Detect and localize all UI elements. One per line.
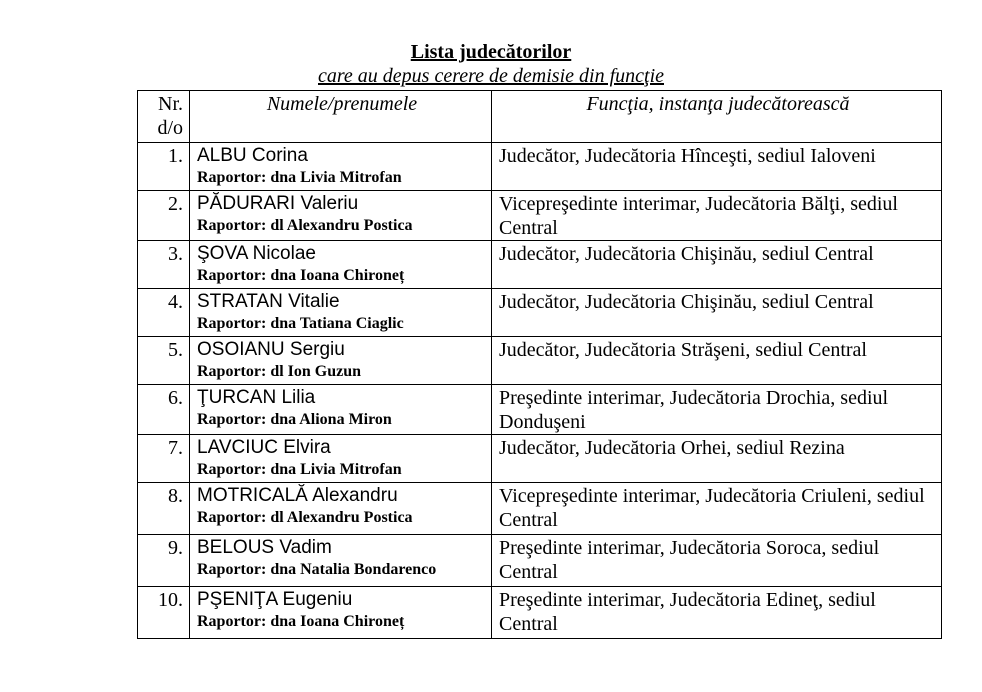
row-number: 9. [138,535,190,587]
judge-function: Judecător, Judecătoria Străşeni, sediul Central [499,339,867,361]
row-function-cell [492,587,942,639]
judge-name: PŞENIŢA Eugeniu [197,589,353,610]
table-row [138,385,942,435]
table-header-row [138,91,942,143]
rapporteur: Raportor: dna Ioana Chironeț [197,267,405,284]
judge-function: Vicepreşedinte interimar, Judecătoria Criuleni, sediul Central [499,485,925,531]
row-function-cell [492,337,942,385]
row-number: 5. [138,337,190,385]
row-name-cell [190,289,492,337]
judge-name: ŞOVA Nicolae [197,243,316,264]
row-number: 2. [138,191,190,241]
judge-name: ALBU Corina [197,145,308,166]
row-name-cell [190,241,492,289]
row-function-cell [492,241,942,289]
row-name-cell [190,385,492,435]
judge-function: Vicepreşedinte interimar, Judecătoria Bălţi, sediul Central [499,193,898,239]
row-number: 7. [138,435,190,483]
rapporteur: Raportor: dna Aliona Miron [197,411,392,428]
judge-function: Preşedinte interimar, Judecătoria Edineţ, sediul Central [499,589,876,635]
document-title: Lista judecătorilor [410,41,572,63]
header-nr: Nr. d/o [138,91,190,143]
row-name-cell [190,191,492,241]
row-name-cell [190,483,492,535]
rapporteur: Raportor: dna Tatiana Ciaglic [197,315,404,332]
row-number: 1. [138,143,190,191]
row-number: 6. [138,385,190,435]
rapporteur: Raportor: dna Natalia Bondarenco [197,561,437,578]
judge-name: BELOUS Vadim [197,537,332,558]
row-function-cell [492,535,942,587]
judge-function: Judecător, Judecătoria Orhei, sediul Rezina [499,437,845,459]
table-row [138,435,942,483]
row-function-cell [492,483,942,535]
rapporteur: Raportor: dna Livia Mitrofan [197,461,402,478]
document-subtitle: care au depus cerere de demisie din funcţie [318,65,664,87]
table-row [138,289,942,337]
table-row [138,587,942,639]
rapporteur: Raportor: dna Ioana Chironeț [197,613,405,630]
judge-name: MOTRICALĂ Alexandru [197,485,398,506]
row-function-cell [492,191,942,241]
table-row [138,483,942,535]
table-row [138,191,942,241]
row-name-cell [190,337,492,385]
table-row [138,241,942,289]
row-name-cell [190,587,492,639]
judge-name: STRATAN Vitalie [197,291,340,312]
row-number: 4. [138,289,190,337]
judge-function: Preşedinte interimar, Judecătoria Drochia, sediul Donduşeni [499,387,889,433]
table-row [138,535,942,587]
header-function: Funcţia, instanţa judecătorească [492,91,942,143]
row-name-cell [190,535,492,587]
judges-table [137,90,942,639]
rapporteur: Raportor: dl Alexandru Postica [197,509,413,526]
judge-function: Judecător, Judecătoria Hînceşti, sediul Ialoveni [499,145,876,167]
row-function-cell [492,143,942,191]
judge-name: PĂDURARI Valeriu [197,193,359,214]
row-function-cell [492,289,942,337]
judge-name: OSOIANU Sergiu [197,339,345,360]
rapporteur: Raportor: dna Livia Mitrofan [197,169,402,186]
table-row [138,143,942,191]
row-number: 3. [138,241,190,289]
table-row [138,337,942,385]
judge-name: ŢURCAN Lilia [197,387,316,408]
judge-function: Judecător, Judecătoria Chişinău, sediul Central [499,243,874,265]
judge-function: Judecător, Judecătoria Chişinău, sediul Central [499,291,874,313]
row-name-cell [190,143,492,191]
judge-name: LAVCIUC Elvira [197,437,331,458]
row-number: 10. [138,587,190,639]
row-name-cell [190,435,492,483]
row-number: 8. [138,483,190,535]
judge-function: Preşedinte interimar, Judecătoria Soroca, sediul Central [499,537,880,583]
row-function-cell [492,385,942,435]
header-name: Numele/prenumele [190,91,492,143]
row-function-cell [492,435,942,483]
rapporteur: Raportor: dl Alexandru Postica [197,217,413,234]
rapporteur: Raportor: dl Ion Guzun [197,363,362,380]
